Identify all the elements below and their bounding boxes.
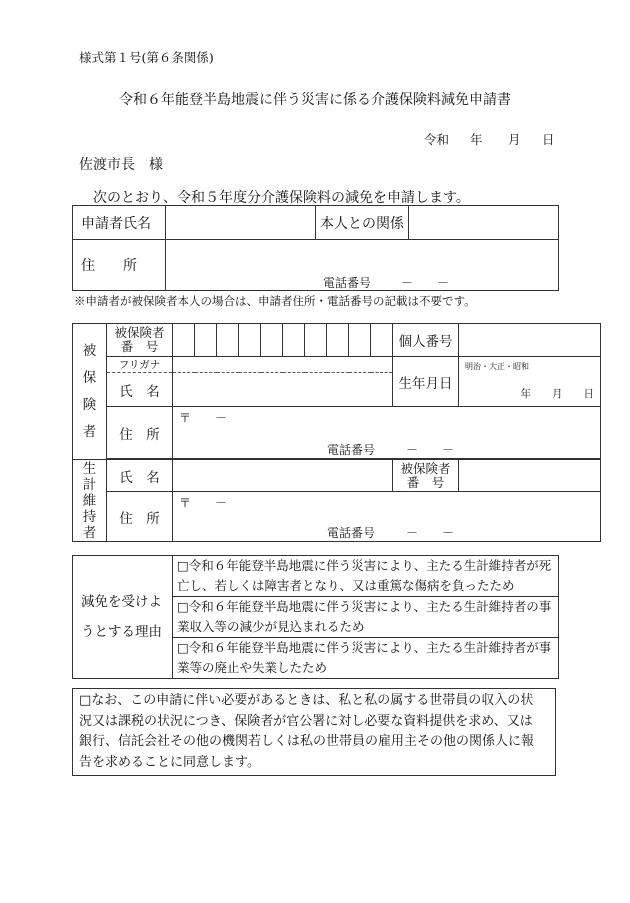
insured-number-digit[interactable] xyxy=(327,324,349,357)
reason-table xyxy=(72,555,559,679)
householder-address-label: 住 所 xyxy=(107,492,173,542)
birth-date-field[interactable] xyxy=(459,357,601,407)
applicant-address-field[interactable] xyxy=(166,240,559,291)
insured-phone-label: 電話番号 xyxy=(327,443,376,457)
insured-name-field[interactable] xyxy=(173,373,393,407)
intro-text: 次のとおり、令和５年度分介護保険料の減免を申請します。 xyxy=(93,190,470,206)
applicant-phone-label: 電話番号 xyxy=(323,276,372,290)
householder-postal-mark: 〒 － xyxy=(179,496,228,510)
insured-name-label: 氏 名 xyxy=(107,373,173,407)
date-year: 年 xyxy=(470,132,483,147)
insured-number-label: 被保険者 番 号 xyxy=(107,324,173,357)
insured-number-digit[interactable] xyxy=(349,324,371,357)
consent-line: 銀行、信託会社その他の機関若しくは私の世帯員の雇用主その他の関係人に報 xyxy=(79,734,535,749)
applicant-address-label: 住 所 xyxy=(73,240,166,291)
consent-line: 況又は課税の状況につき、保険者が官公署に対し必要な資料提供を求め、又は xyxy=(79,713,533,729)
householder-address-field[interactable] xyxy=(173,492,601,542)
applicant-name-label: 申請者氏名 xyxy=(73,206,166,240)
addressee: 佐渡市長 様 xyxy=(79,157,163,173)
date-era: 令和 xyxy=(424,132,450,147)
furigana-label: フリガナ xyxy=(107,357,173,373)
relation-label: 本人との関係 xyxy=(316,206,409,240)
insured-number-digit[interactable] xyxy=(217,324,239,357)
reason-option-1[interactable]: □令和６年能登半島地震に伴う災害により、主たる生計維持者が死 亡し、若しくは障害者となり、又は重篤な傷病を負ったため xyxy=(173,556,559,597)
householder-name-label: 氏 名 xyxy=(107,460,173,492)
householder-number-field[interactable] xyxy=(459,460,601,492)
insured-number-digit[interactable] xyxy=(261,324,283,357)
insured-number-digit[interactable] xyxy=(173,324,195,357)
consent-box[interactable] xyxy=(72,688,556,776)
householder-number-label: 被保険者 番 号 xyxy=(393,460,459,492)
applicant-name-field[interactable] xyxy=(166,206,316,240)
insured-phone-dashes: － － xyxy=(406,443,455,457)
relation-field[interactable] xyxy=(409,206,559,240)
page-title: 令和６年能登半島地震に伴う災害に係る介護保険料減免申請書 xyxy=(119,92,511,108)
householder-group-label: 生 計 維 持 者 xyxy=(73,460,107,542)
applicant-note: ※申請者が被保険者本人の場合は、申請者住所・電話番号の記載は不要です。 xyxy=(74,294,476,308)
insured-address-field[interactable] xyxy=(173,407,601,459)
form-number: 様式第１号(第６条関係) xyxy=(79,50,214,65)
personal-number-label: 個人番号 xyxy=(393,324,459,357)
insured-number-digit[interactable] xyxy=(239,324,261,357)
reason-option-2[interactable]: □令和６年能登半島地震に伴う災害により、主たる生計維持者の事 業収入等の減少が見込まれるため xyxy=(173,597,559,638)
era-options: 明治・大正・昭和 xyxy=(465,362,529,371)
insured-address-label: 住 所 xyxy=(107,407,173,459)
reason-label: 減免を受けよ うとする理由 xyxy=(73,556,173,679)
insured-number-digit[interactable] xyxy=(305,324,327,357)
birth-date-label: 生年月日 xyxy=(393,357,459,407)
householder-phone-dashes: － － xyxy=(406,526,455,540)
insured-number-digit[interactable] xyxy=(371,324,393,357)
date-day: 日 xyxy=(542,132,555,147)
householder-phone-label: 電話番号 xyxy=(327,526,376,540)
insured-table xyxy=(72,323,601,542)
personal-number-field[interactable] xyxy=(459,324,601,357)
furigana-field[interactable] xyxy=(173,357,393,373)
householder-name-field[interactable] xyxy=(173,460,393,492)
applicant-phone-dashes: － － xyxy=(401,276,450,290)
consent-line: 告を求めることに同意します。 xyxy=(79,754,260,770)
insured-number-digit[interactable] xyxy=(283,324,305,357)
reason-option-3[interactable]: □令和６年能登半島地震に伴う災害により、主たる生計維持者が事 業等の廃止や失業したため xyxy=(173,638,559,679)
birth-ymd: 年 月 日 xyxy=(520,388,594,400)
insured-postal-mark: 〒 － xyxy=(179,411,228,425)
insured-group-label: 被 保 険 者 xyxy=(73,324,107,460)
insured-number-digit[interactable] xyxy=(195,324,217,357)
applicant-table xyxy=(72,205,559,291)
consent-line: □なお、この申請に伴い必要があるときは、私と私の属する世帯員の収入の状 xyxy=(79,693,534,708)
date-month: 月 xyxy=(508,132,521,147)
